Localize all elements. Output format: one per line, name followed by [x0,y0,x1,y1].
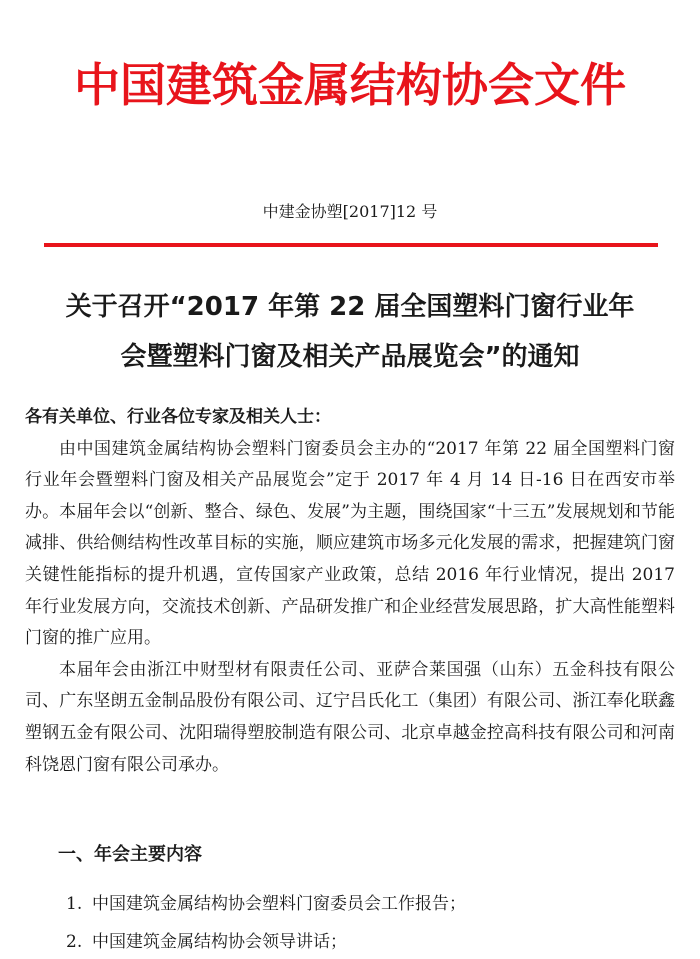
list-item [66,934,347,951]
list-item [66,896,466,913]
list-item-number: 1. [66,894,83,914]
notice-title-line-1: 关于召开“2017 年第 22 届全国塑料门窗行业年 [65,292,635,322]
notice-title-line-2: 会暨塑料门窗及相关产品展览会”的通知 [120,342,580,372]
list-item-text: 中国建筑金属结构协会领导讲话； [92,932,347,952]
section-heading-main-content: 一、年会主要内容 [58,844,202,865]
salutation: 各有关单位、行业各位专家及相关人士： [25,407,331,427]
paragraph-2: 本届年会由浙江中财型材有限责任公司、亚萨合莱国强（山东）五金科技有限公司、广东坚朗五金制品股份有限公司、辽宁吕氏化工（集团）有限公司、浙江奉化联鑫塑钢五金有限公司、沈阳瑞得塑胶制造有限公司、北京卓越金控高科技有限公司和河南科饶恩门窗有限公司承办。 [25,659,675,775]
paragraph-1: 由中国建筑金属结构协会塑料门窗委员会主办的“2017 年第 22 届全国塑料门窗行业年会暨塑料门窗及相关产品展览会”定于 2017 年 4 月 14 日-16 日在西安市举办。本届年会以“创新、整合、绿色、发展”为主题，围绕国家“十三五”发展规划和节能减排、供给侧结构性改革目标的实施，顺应建筑市场多元化发展的需求，把握建筑门窗关键性能指标的提升机遇，宣传国家产业政策，总结 2016 年行业情况，提出 2017 年行业发展方向，交流技术创新、产品研发推广和企业经营发展思路，扩大高性能塑料门窗的推广应用。 [25,438,675,649]
notice-title [0,282,700,382]
notice-body [25,402,675,781]
organization-title: 中国建筑金属结构协会文件 [74,58,626,112]
document-number: 中建金协塑[2017]12 号 [262,202,438,221]
list-item-number: 2. [66,932,83,952]
red-divider-line [44,243,658,247]
list-item-text: 中国建筑金属结构协会塑料门窗委员会工作报告； [92,894,466,914]
